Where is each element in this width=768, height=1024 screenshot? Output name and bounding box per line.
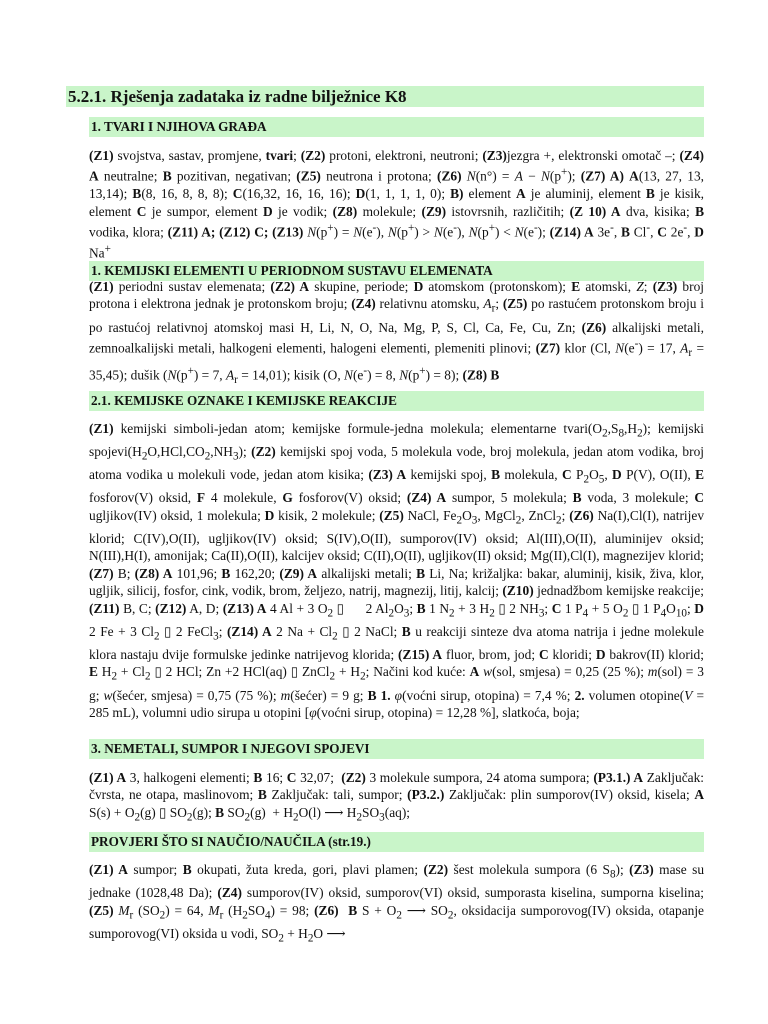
section-heading-provjeri: PROVJERI ŠTO SI NAUČIO/NAUČILA (str.19.) [89, 832, 704, 852]
section-body-kemijski-elementi: (Z1) periodni sustav elemenata; (Z2) A skupine, periode; D atomskom (protonskom); E atomski, Z; (Z3) broj protona i elektrona jednak je protonskom broju; (Z4) relativnu atomsku, $A_r$; (Z5) po rastućem protonskom broju i po rastućoj relativnoj atomskoj masi H, Li, N, O, Na, Mg, P, S, Cl, Ca, Fe, Cu, Zn; (Z6) alkalijski metali, zemnoalkalijski metali, halkogeni elementi, halogeni elementi, plemeniti plinovi; (Z7) klor (Cl, N(e-) = 17, $A_r = 35,45$); dušik (N(p+) = 7, $A_r = 14,01$); kisik (O, N(e-) = 8, N(p+) = 8); (Z8) B [89, 279, 704, 386]
section-body-provjeri: (Z1) A sumpor; B okupati, žuta kreda, gori, plavi plamen; (Z2) šest molekula sumpora (6 $S_8$); (Z3) mase su jednake (1028,48 Da); (Z4) sumporov(IV) oksid, sumporov(VI) oksid, sumporasta kiselina, sumporna kiselina; (Z5) $M_r$ $(SO_2) = 64$, $M_r$ $(H_2SO_4) = 98$; (Z6) B $S + O_2$ ⟶ $SO_2$, oksidacija sumporovog(IV) oksida, otapanje sumporovog(VI) oksida u vodi, $SO_2 + H_2O$ ⟶ [89, 862, 705, 945]
section-heading-nemetali: 3. NEMETALI, SUMPOR I NJEGOVI SPOJEVI [89, 739, 704, 759]
section-heading-tvari: 1. TVARI I NJIHOVA GRAĐA [89, 117, 704, 137]
section-body-nemetali: (Z1) A 3, halkogeni elementi; B 16; C 32,07; (Z2) 3 molekule sumpora, 24 atoma sumpora; (P3.1.) A Zaključak: čvrsta, ne otapa, maslinovom; B Zaključak: tali, sumpor; (P3.2.) Zaključak: plin sumporov(IV) oksid, kisela; A $S(s) + O_2(g)$ ▯ $SO_2(g)$; B $SO_2(g) + H_2O(l)$ ⟶ $H_2SO_3(aq)$; [89, 770, 705, 824]
section-body-kemijske-oznake: (Z1) kemijski simboli-jedan atom; kemijske formule-jedna molekula; elementarne $tvari(O_2,S_8,H_2)$; kemijski $spojevi(H_2O,HCl,CO_2,NH_3)$; (Z2) kemijski spoj voda, 5 molekula vode, broj molekula, jedan atom vodika, broj atoma vodika u molekuli vode, jedan atom kisika; (Z3) A kemijski spoj, B molekula, C $P_2O_5$, D P(V), O(II), E fosforov(V) oksid, F 4 molekule, G fosforov(V) oksid; (Z4) A sumpor, 5 molekula; B voda, 3 molekule; C ugljikov(IV) oksid, 1 molekula; D kisik, 2 molekule; (Z5) NaCl, $Fe_2O_3$, MgCl$_2$, ZnCl$_2$; (Z6) Na(I),Cl(I), natrijev klorid; C(IV),O(II), ugljikov(IV) oksid; S(IV),O(II), sumporov(IV) oksid; Al(III),O(II), aluminijev oksid; N(III),H(I), amonijak; Ca(II),O(II), kalcijev oksid; C(II),O(II), ugljikov(II) oksid; Mg(II),Cl(I), magnezijev klorid; (Z7) B; (Z8) A 101,96; B 162,20; (Z9) A alkalijski metali; B Li, Na; križaljka: bakar, aluminij, kisik, živa, klor, ugljik, silicij, fosfor, cink, vodik, brom, željezo, natrij, magnezij, litij, kalcij; (Z10) jednadžbom kemijske reakcije; (Z11) B, C; (Z12) A, D; (Z13) A 4 Al + 3 $O_2$ ▯ 2 $Al_2O_3$; B 1 $N_2 + 3$ $H_2$ ▯ 2 $NH_3$; C 1 $P_4 + 5$ $O_2$ ▯ 1 $P_4O_{10}$; D 2 Fe + 3 $Cl_2$ ▯ 2 FeCl$_3$; (Z14) A 2 $Na + Cl_2$ ▯ 2 NaCl; B u reakciji sinteze dva atoma natrija i jedne molekule klora nastaju dvije formulske jedinke natrijevog klorida; (Z15) A fluor, brom, jod; C kloridi; D bakrov(II) klorid; E $H_2 + Cl_2$ ▯ 2 HCl; Zn +2 HCl(aq) ▯ ZnCl$_2$ + $H_2$; Načini kod kuće: A w(sol, smjesa) = 0,25 (25 %); m(sol) = 3 g; w(šećer, smjesa) = 0,75 (75 %); m(šećer) = 9 g; B 1. φ(voćni sirup, otopina) = 7,4 %; 2. volumen otopine(V = 285 mL), volumni udio sirupa u otopini [φ(voćni sirup, otopina) = 12,28 %], slatkoća, boja; [89, 421, 705, 721]
section-body-tvari: (Z1) svojstva, sastav, promjene, tvari; (Z2) protoni, elektroni, neutroni; (Z3)jezgra +, elektronski omotač –; (Z4) A neutralne; B pozitivan, negativan; (Z5) neutrona i protona; (Z6) N(n°) = A − N(p+); (Z7) A) A(13, 27, 13, 13,14); B(8, 16, 8, 8, 8); C(16,32, 16, 16, 16); D(1, 1, 1, 1, 0); B) element A je aluminij, element B je kisik, element C je sumpor, element D je vodik; (Z8) molekule; (Z9) istovrsnih, različitih; (Z 10) A dva, kisika; B vodika, klora; (Z11) A; (Z12) C; (Z13) N(p+) = N(e-), N(p+) > N(e-), N(p+) < N(e-); (Z14) A 3e-, B Cl-, C 2e-, D Na+ [89, 148, 705, 261]
page-title: 5.2.1. Rješenja zadataka iz radne bilježnice K8 [66, 86, 704, 107]
section-heading-kemijski-elementi: 1. KEMIJSKI ELEMENTI U PERIODNOM SUSTAVU ELEMENATA [89, 261, 704, 281]
section-heading-kemijske-oznake: 2.1. KEMIJSKE OZNAKE I KEMIJSKE REAKCIJE [89, 391, 704, 411]
